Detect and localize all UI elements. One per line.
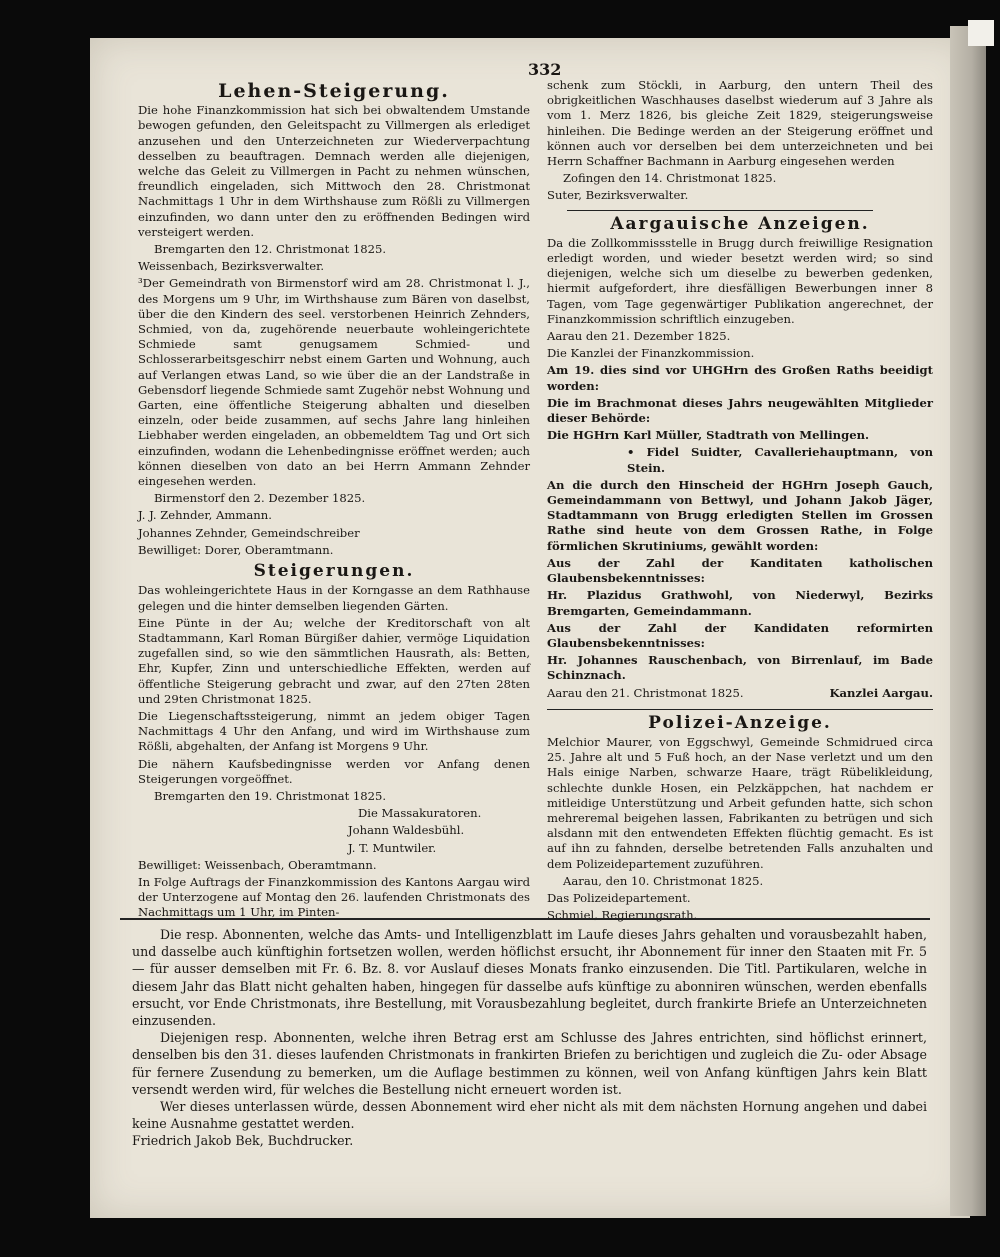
heading-lehen-steigerung: Lehen-Steigerung.	[218, 80, 450, 102]
heading-steigerungen: Steigerungen.	[253, 561, 415, 582]
notice-oath-members: Die im Brachmonat dieses Jahrs neugewählten Mitglieder dieser Behörde:	[547, 395, 933, 426]
notice-approval: Bewilliget: Weissenbach, Oberamtmann.	[138, 857, 377, 872]
notice-election-reformed: Aus der Zahl der Kandidaten reformirten Glaubensbekenntnisses:	[547, 620, 933, 650]
notice-signature: Die Kanzlei der Finanzkommission.	[547, 346, 755, 361]
printer-signature: Friedrich Jakob Bek, Buchdrucker.	[132, 1133, 354, 1149]
notice-date: Birmenstorf den 2. Dezember 1825.	[154, 491, 366, 506]
notice-date: Aarau den 21. Dezember 1825.	[547, 329, 731, 344]
notice-zollkommission: Da die Zollkommissstelle in Brugg durch freiwillige Resignation erledigt worden, und wieder besetzt werden wird; so sind diejenigen, welche sich um dieselbe zu bewerben gedenken, hiermit aufgefordert, ihre diesfälligen Bewerbungen inner 8 Tagen, vom Tage gegenwärtiger Publikation angerechnet, der Finanzkommission schriftlich einzugeben.	[547, 235, 933, 326]
notice-puente: Eine Pünte in der Au; welche der Kreditorschaft von alt Stadtammann, Karl Roman Bürgißer dahier, vermöge Liquidation zugefallen sind, so wie den sämmtlichen Hausrath, als: Betten, Ehr, Kupfer, Zinn und unterschiedliche Effekten, werden auf öffentliche Steigerung gebracht und zwar, auf den 27ten 28ten und 29ten Christmonat 1825.	[138, 615, 530, 706]
notice-signature: J. J. Zehnder, Ammann.	[138, 508, 272, 523]
notice-conditions: Die nähern Kaufsbedingnisse werden vor Anfang denen Steigerungen vorgeöffnet.	[138, 756, 530, 786]
notice-police: Melchior Maurer, von Eggschwyl, Gemeinde Schmidrued circa 25. Jahre alt und 5 Fuß hoch, an der Nase verletzt und um den Hals einige Narben, schwarze Haare, trägt Rübelikleidung, schlechte dunkle Hosen, ein Pelzkäppchen, hat nachdem er mitleidige Unterstützung und Arbeit gefunden hatte, sich schon mehreremal beigehen lassen, Fabrikanten zu betrügen und sich alsdann mit den entwendeten Effekten flüchtig gemacht. Es ist auf ihn zu fahnden, derselbe betretenden Falls anzuhalten und dem Polizeidepartement zuzuführen.	[547, 734, 933, 871]
notice-oath: Am 19. dies sind vor UHGHrn des Großen Raths beeidigt worden:	[547, 363, 933, 393]
notice-signature: Kanzlei Aargau.	[829, 685, 933, 700]
notice-signature: Die Massakuratoren.	[358, 806, 482, 821]
notice-aarburg-start: In Folge Auftrags der Finanzkommission des Kantons Aargau wird der Unterzogene auf Montag den 26. laufenden Christmonats des Nachmittags um 1 Uhr, im Pinten-	[138, 874, 530, 920]
notice-date: Bremgarten den 12. Christmonat 1825.	[154, 242, 387, 257]
heading-polizei-anzeige: Polizei-Anzeige.	[648, 712, 832, 733]
notice-date: Bremgarten den 19. Christmonat 1825.	[154, 788, 387, 803]
notice-election: An die durch den Hinscheid der HGHrn Joseph Gauch, Gemeindammann von Bettwyl, und Johann Jakob Jäger, Stadtammann von Brugg erledigten Stellen im Grossen Rathe sind heute von dem Grossen Rathe, in Folge förmlichen Skrutiniums, gewählt worden:	[547, 477, 933, 553]
section-rule	[567, 210, 873, 211]
notice-signature: Johann Waldesbühl.	[348, 823, 465, 838]
section-rule	[547, 709, 933, 710]
notice-oath-member: Die HGHrn Karl Müller, Stadtrath von Mellingen.	[547, 428, 870, 443]
notice-signature: Johannes Zehnder, Gemeindschreiber	[138, 525, 360, 540]
notice-election-catholic: Aus der Zahl der Kanditaten katholischen Glaubensbekenntnisses:	[547, 555, 933, 586]
notice-date: Zofingen den 14. Christmonat 1825.	[563, 171, 777, 186]
notice-signature: Schmiel, Regierungsrath.	[547, 908, 698, 923]
notice-oath-member: • Fidel Suidter, Cavalleriehauptmann, von Stein.	[627, 445, 933, 475]
notice-elected: Hr. Johannes Rauschenbach, von Birrenlauf, im Bade Schinznach.	[547, 653, 933, 683]
notice-signature: J. T. Muntwiler.	[348, 840, 437, 855]
notice-aarburg-cont: schenk zum Stöckli, in Aarburg, den untern Theil des obrigkeitlichen Waschhauses daselbst wiederum auf 3 Jahre als vom 1. Merz 1826, bis gleiche Zeit 1829, steigerungsweise hinleihen. Die Bedinge werden an der Steigerung eröffnet und können auch vor derselben bei dem unterzeichneten und bei Herrn Schaffner Bachmann in Aarburg eingesehen werden	[547, 78, 933, 169]
footer-paragraph: Diejenigen resp. Abonnenten, welche ihren Betrag erst am Schlusse des Jahres entrichten, sind höflichst erinnert, denselben bis den 31. dieses laufenden Christmonats in frankirten Briefen zu berichtigen und zugleich die Zu- oder Absage für fernere Zusendung zu bemerken, um die Auflage bestimmen zu können, weil von Anfang künftigen Jahrs kein Blatt versendt werden wird, für welches die Bestellung nicht erneuert worden ist.	[132, 1030, 927, 1097]
footer-paragraph: Die resp. Abonnenten, welche das Amts- und Intelligenzblatt im Laufe dieses Jahrs gehalten und vorausbezahlt haben, und dasselbe auch künftighin fortsetzen wollen, werden höflichst ersucht, ihr Abonnement für inner den Staaten mit Fr. 5 — für ausser demselben mit Fr. 6. Bz. 8. vor Auslauf dieses Monats franko einzusenden. Die Titl. Partikularen, welche in diesem Jahr das Blatt nicht gehalten haben, hingegen für dasselbe aufs künftige zu abonniren wünschen, werden ebenfalls ersucht, vor Ende Christmonats, ihre Bestellung, mit Vorausbezahlung begleitet, durch frankirte Briefe an Unterzeichneten einzusenden.	[132, 927, 927, 1029]
heading-aargauische-anzeigen: Aargauische Anzeigen.	[610, 213, 870, 234]
notice-footer-row	[547, 686, 933, 701]
notice-elected: Hr. Plazidus Grathwohl, von Niederwyl, Bezirks Bremgarten, Gemeindammann.	[547, 588, 933, 618]
notice-date: Aarau den 21. Christmonat 1825.	[547, 685, 744, 700]
notice-house: Das wohleingerichtete Haus in der Korngasse an dem Rathhause gelegen und die hinter demselben liegenden Gärten.	[138, 583, 530, 613]
corner-tab	[968, 20, 994, 46]
footer-paragraph: Wer dieses unterlassen würde, dessen Abonnement wird eher nicht als mit dem nächsten Hornung angehen und dabei keine Ausnahme gestattet werden.	[132, 1099, 927, 1132]
notice-schedule: Die Liegenschaftssteigerung, nimmt an jedem obiger Tagen Nachmittags 4 Uhr den Anfang, und wird im Wirthshause zum Rößli, abgehalten, der Anfang ist Morgens 9 Uhr.	[138, 708, 530, 754]
notice-signature: Suter, Bezirksverwalter.	[547, 188, 689, 203]
footer-rule	[120, 918, 930, 920]
notice-approval: Bewilliget: Dorer, Oberamtmann.	[138, 542, 334, 557]
notice-date: Aarau, den 10. Christmonat 1825.	[563, 873, 764, 888]
notice-birmenstorf: ³Der Gemeindrath von Birmenstorf wird am 28. Christmonat l. J., des Morgens um 9 Uhr, im Wirthshause zum Bären von daselbst, über die den Kindern des seel. verstorbenen Heinrich Zehnders, Schmied, von da, zugehörende neuerbaute wohleingerichtete Schmiede samt genugsamem Schmied- und Schlosserarbeitsgeschirr nebst einem Garten und Wohnung, auch auf Verlangen etwas Land, so wie über die an der Landstraße in Gebensdorf liegende Schmiede samt Zugehör nebst Wohnung und Garten, eine öffentliche Steigerung abhalten und dieselben einzeln, oder beide zusammen, auf sechs Jahre lang hinleihen Liebhaber werden eingeladen, an obbemeldtem Tag und Ort sich einzufinden, wodann die Lehenbedingnisse eröffnet werden; auch können dieselben von dato an bei Herrn Ammann Zehnder eingesehen werden.	[138, 276, 530, 489]
subscription-notice	[132, 926, 927, 1150]
left-column	[138, 78, 530, 923]
notice-villmergen: Die hohe Finanzkommission hat sich bei obwaltendem Umstande bewogen gefunden, den Geleitspacht zu Villmergen als erlediget anzusehen und den Unterzeichneten zur Wiederverpachtung desselben zu beauftragen. Demnach werden alle diejenigen, welche das Geleit zu Villmergen in Pacht zu nehmen wünschen, freundlich eingeladen, sich Mittwoch den 28. Christmonat Nachmittags 1 Uhr in dem Wirthshause zum Rößli zu Villmergen einzufinden, wo dann unter den zu eröffnenden Bedingen wird versteigert werden.	[138, 103, 530, 239]
page-edge	[950, 26, 986, 1216]
notice-signature: Das Polizeidepartement.	[547, 890, 691, 905]
page-number: 332	[528, 60, 562, 79]
right-column	[547, 78, 933, 925]
notice-signature: Weissenbach, Bezirksverwalter.	[138, 259, 325, 274]
